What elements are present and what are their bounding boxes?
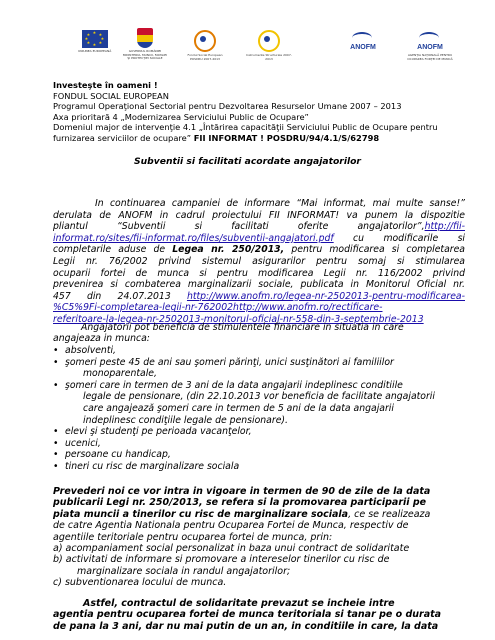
anofm-emblem-icon: [411, 30, 449, 44]
list-item: • tineri cu risc de marginalizare sociala: [53, 461, 473, 473]
structural-instruments-logo: [246, 30, 292, 61]
coat-of-arms-icon: [137, 28, 153, 48]
beneficiaries-list: [53, 345, 473, 473]
project-header: [53, 80, 473, 144]
anofm-logo-right: [400, 30, 460, 61]
law-link-cont[interactable]: %C5%9Fi-completarea-legii-nr-762002: [53, 302, 234, 314]
fse-caption: Fondul Social European POSDRU 2007-2013: [187, 53, 223, 61]
intro-paragraph: In continuarea campaniei de informare “Mai informat, mai multe sanse!” derulata de ANOFM in cadrul proiectului FII INFORMAT! va punem la dispozitie pliantul “Subventii si facilitati oferite angajatorilor”,http://fii- informat.ro/sites/fii-informat.ro/files/subventii-angajatori.pdf cu modificarile si completarile aduse de Legea nr. 250/2013, pentru modificarea si completarea Legii nr. 76/2002 privind sistemul asigurarilor pentru somaj si stimularea ocuparii fortei de munca si pentru modificarea Legii nr. 116/2002 privind prevenirea si combaterea marginalizarii sociale, publicata in Monitorul Oficial nr. 457 din 24.07.2013 http://www.anofm.ro/legea-nr-2502013-pentru-modificarea- %C5%9Fi-completarea-legii-nr-762002http://www.anofm.ro/rectificare- referitoare-la-legea-nr-2502013-monitorul-oficial-nr-558-din-3-septembrie-2013: [53, 198, 466, 325]
measure-a: a) acompaniament social personalizat in baza unui contract de solidaritate: [53, 542, 410, 554]
solidarity-contract-paragraph: Astfel, contractul de solidaritate prevazut se incheie intre agentia pentru ocuparea fortei de munca teritoriala si tanar pe o durata de pana la 3 ani, dar nu mai putin de un an, in conditiile in care, la data: [53, 598, 442, 632]
eu-caption: UNIUNEA EUROPEANĂ: [78, 49, 112, 53]
rectification-link-cont[interactable]: referitoare-la-legea-nr-2502013-monitorul-oficial-nr-558-din-3-septembrie-2013: [53, 313, 424, 325]
list-item: • şomeri care in termen de 3 ani de la data angajarii indeplinesc conditiile legale de pensionare, (din 22.10.2013 vor beneficia de facilitate angajatorii care angajează şomeri care in termen de 5 ani de la data angajarii indeplinesc condiţiile legale de pensionare).: [53, 380, 473, 426]
header-slogan: Investeşte în oameni !: [53, 80, 158, 90]
brochure-link[interactable]: http://fii-: [424, 221, 465, 233]
government-logo: [122, 28, 168, 61]
anofm-caption: AGENŢIA NAŢIONALĂ PENTRU OCUPAREA FORŢEI DE MUNCĂ: [407, 53, 453, 61]
header-domain: Domeniul major de intervenţie 4.1 „Întărirea capacităţii Serviciului Public de Ocupare pentru: [53, 122, 438, 133]
new-provisions-paragraph: Prevederi noi ce vor intra in vigoare in termen de 90 de zile de la data publicarii Legi nr. 250/2013, se refera si la promovarea participarii pe piata muncii a tinerilor cu risc de marginalizare sociala, ce se realizeaza de catre Agentia Nationala pentru Ocuparea Fortei de Munca, respectiv de agentiile teritoriale pentru ocuparea fortei de munca, prin: a) acompaniament social personalizat in baza unui contract de solidaritate b) activitati de informare si promovare a intereselor tinerilor cu risc de marginalizare sociala in randul angajatorilor; c) subventionarea locului de munca.: [53, 486, 465, 589]
anofm-logo-text: ANOFM: [417, 44, 443, 51]
project-code: FII INFORMAT ! POSDRU/94/4.1/S/62798: [193, 132, 380, 143]
brochure-link-cont[interactable]: informat.ro/sites/fii-informat.ro/files/subventii-angajatori.pdf: [53, 232, 334, 244]
logo-strip: [0, 0, 495, 70]
measure-b: b) activitati de informare si promovare a intereselor tinerilor cu risc de: [53, 554, 390, 566]
rectification-link[interactable]: http://www.anofm.ro/rectificare-: [233, 302, 383, 314]
document-title: Subventii si facilitati acordate angajatorilor: [134, 156, 361, 167]
header-axis: Axa prioritară 4 „Modernizarea Serviciului Public de Ocupare”: [53, 111, 309, 122]
structural-instruments-caption: Instrumente Structurale 2007-2013: [246, 53, 292, 61]
eu-flag-icon: ★ ★ ★ ★ ★ ★ ★ ★: [82, 30, 108, 48]
header-fund: FONDUL SOCIAL EUROPEAN: [53, 90, 169, 101]
law-reference: Legea nr. 250/2013,: [172, 244, 285, 256]
list-item: • şomeri peste 45 de ani sau şomeri părinţi, unici susţinători ai familiilor monoparentale,: [53, 357, 473, 380]
measure-c: c) subventionarea locului de munca.: [53, 577, 227, 589]
list-item: • elevi şi studenţi pe perioada vacanţelor,: [53, 426, 473, 438]
anofm-emblem-icon: [344, 30, 382, 44]
list-item: • persoane cu handicap,: [53, 449, 473, 461]
beneficiaries-intro: Angajatorii pot beneficia de stimulentele financiare in situatia in care angajeaza in munca:: [53, 322, 404, 345]
government-caption: GUVERNUL ROMÂNIEI MINISTERUL MUNCII, FAMILIEI ŞI PROTECŢIEI SOCIALE: [122, 49, 168, 61]
list-item: • absolventi,: [53, 345, 473, 357]
fse-emblem-icon: [194, 30, 216, 52]
anofm-logo-left: [344, 30, 382, 52]
anofm-logo-text: ANOFM: [350, 44, 376, 51]
list-item: • ucenici,: [53, 438, 473, 450]
structural-instruments-icon: [258, 30, 280, 52]
eu-logo: [78, 30, 111, 54]
header-programme: Programul Operaţional Sectorial pentru Dezvoltarea Resurselor Umane 2007 – 2013: [53, 101, 402, 112]
header-domain-cont: furnizarea serviciilor de ocupare” FII INFORMAT ! POSDRU/94/4.1/S/62798: [53, 132, 380, 143]
fse-logo: [182, 30, 228, 61]
law-link[interactable]: http://www.anofm.ro/legea-nr-2502013-pentru-modificarea-: [186, 290, 465, 302]
